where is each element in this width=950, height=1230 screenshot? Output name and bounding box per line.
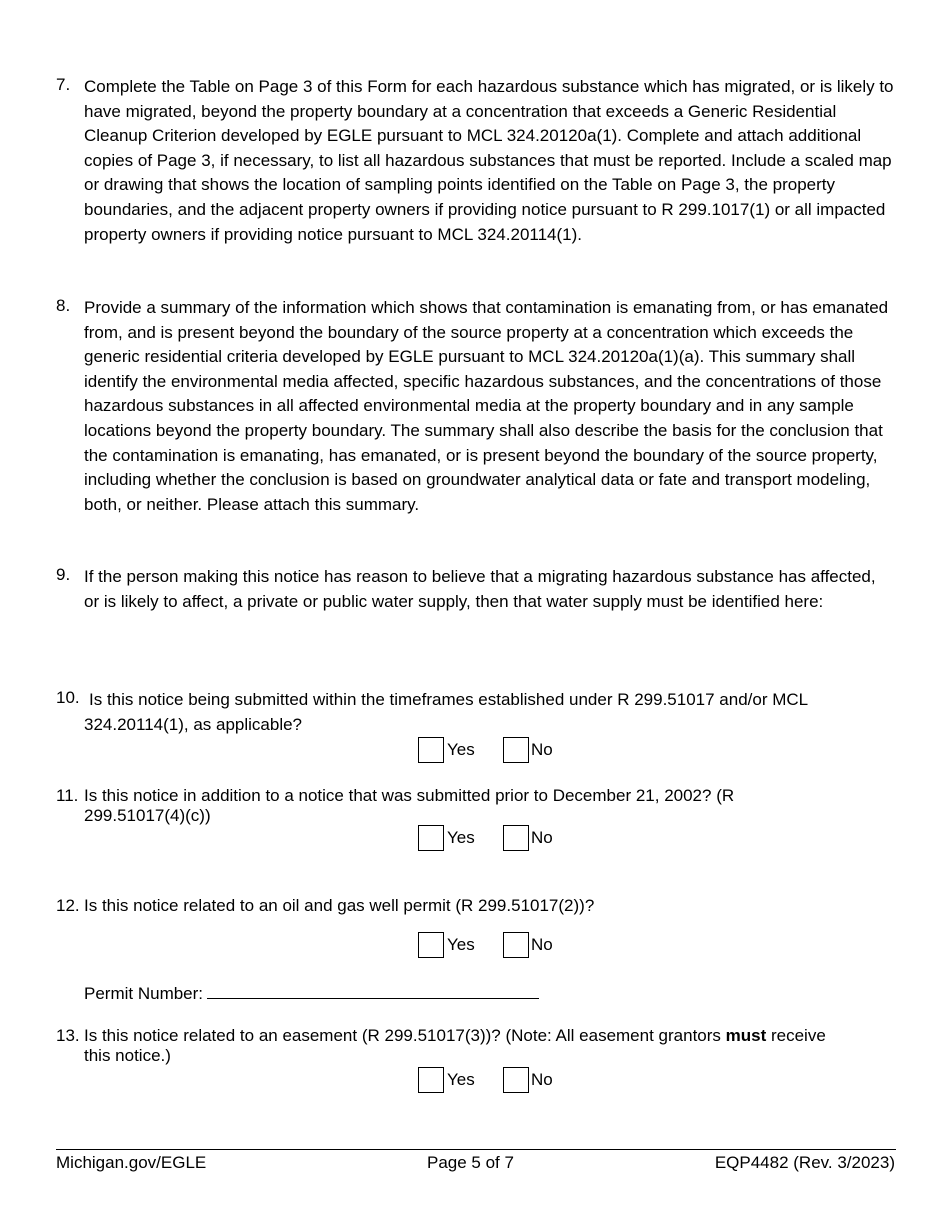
- no-label: No: [531, 828, 553, 847]
- question-text-emphasis: must: [725, 1026, 767, 1045]
- question-number: 8.: [56, 296, 71, 315]
- yes-checkbox[interactable]: [418, 825, 444, 851]
- footer-website: Michigan.gov/EGLE: [56, 1153, 207, 1172]
- yes-label: Yes: [447, 740, 475, 759]
- yes-checkbox[interactable]: [418, 932, 444, 958]
- no-checkbox[interactable]: [503, 825, 529, 851]
- question-text-part-2: receive this notice.): [84, 1026, 826, 1065]
- question-number: 7.: [56, 75, 71, 94]
- question-number: 12.: [56, 896, 80, 915]
- question-text: Provide a summary of the information which shows that contamination is emanating from, or has emanated from, and is present beyond the boundary of the source property at a concentration which exceeds the generic residential criteria developed by EGLE pursuant to MCL 324.20120a(1)(a). This summary shall identify the environmental media affected, specific hazardous substances, and the concentrations of those hazardous substances in all affected environmental media at the property boundary and in any sample locations beyond the property boundary. The summary shall also describe the basis for the conclusion that the contamination is emanating, has emanated, or is present beyond the boundary of the source property, including whether the conclusion is based on groundwater analytical data or fate and transport modeling, both, or neither. Please attach this summary.: [84, 298, 889, 514]
- permit-number-input-line[interactable]: [207, 983, 539, 999]
- question-text: Complete the Table on Page 3 of this Form for each hazardous substance which has migrated, or is likely to have migrated, beyond the property boundary at a concentration that exceeds a Generic Residential Cleanup Criterion developed by EGLE pursuant to MCL 324.20120a(1). Complete and attach additional copies of Page 3, if necessary, to list all hazardous substances that must be reported. Include a scaled map or drawing that shows the location of sampling points identified on the Table on Page 3, the property boundaries, and the adjacent property owners if providing notice pursuant to R 299.1017(1) or all impacted property owners if providing notice pursuant to MCL 324.20114(1).: [84, 77, 894, 244]
- no-checkbox[interactable]: [503, 1067, 529, 1093]
- permit-number-field: [84, 983, 539, 1004]
- footer-divider: [56, 1149, 896, 1150]
- no-checkbox[interactable]: [503, 737, 529, 763]
- no-label: No: [531, 1070, 553, 1089]
- question-text: If the person making this notice has reason to believe that a migrating hazardous substance has affected, or is likely to affect, a private or public water supply, then that water supply must be identified here:: [84, 567, 876, 611]
- yes-checkbox[interactable]: [418, 1067, 444, 1093]
- no-label: No: [531, 935, 553, 954]
- footer-page-number: Page 5 of 7: [427, 1153, 514, 1172]
- question-number: 13.: [56, 1026, 80, 1045]
- question-text-part-1: Is this notice related to an easement (R 299.51017(3))? (Note: All easement grantors: [84, 1026, 726, 1045]
- question-text: Is this notice related to an oil and gas well permit (R 299.51017(2))?: [84, 896, 595, 915]
- question-text: Is this notice being submitted within the timeframes established under R 299.51017 and/or MCL 324.20114(1), as applicable?: [84, 690, 808, 734]
- no-checkbox[interactable]: [503, 932, 529, 958]
- question-number: 10.: [56, 688, 80, 707]
- question-text: Is this notice in addition to a notice that was submitted prior to December 21, 2002? (R 299.51017(4)(c)): [84, 786, 735, 825]
- question-number: 11.: [56, 786, 79, 805]
- yes-label: Yes: [447, 1070, 475, 1089]
- yes-checkbox[interactable]: [418, 737, 444, 763]
- footer-form-id: EQP4482 (Rev. 3/2023): [714, 1153, 895, 1172]
- yes-label: Yes: [447, 935, 475, 954]
- question-number: 9.: [56, 565, 71, 584]
- question-text: [84, 1026, 854, 1066]
- yes-label: Yes: [447, 828, 475, 847]
- permit-number-label: Permit Number:: [84, 984, 204, 1003]
- no-label: No: [531, 740, 553, 759]
